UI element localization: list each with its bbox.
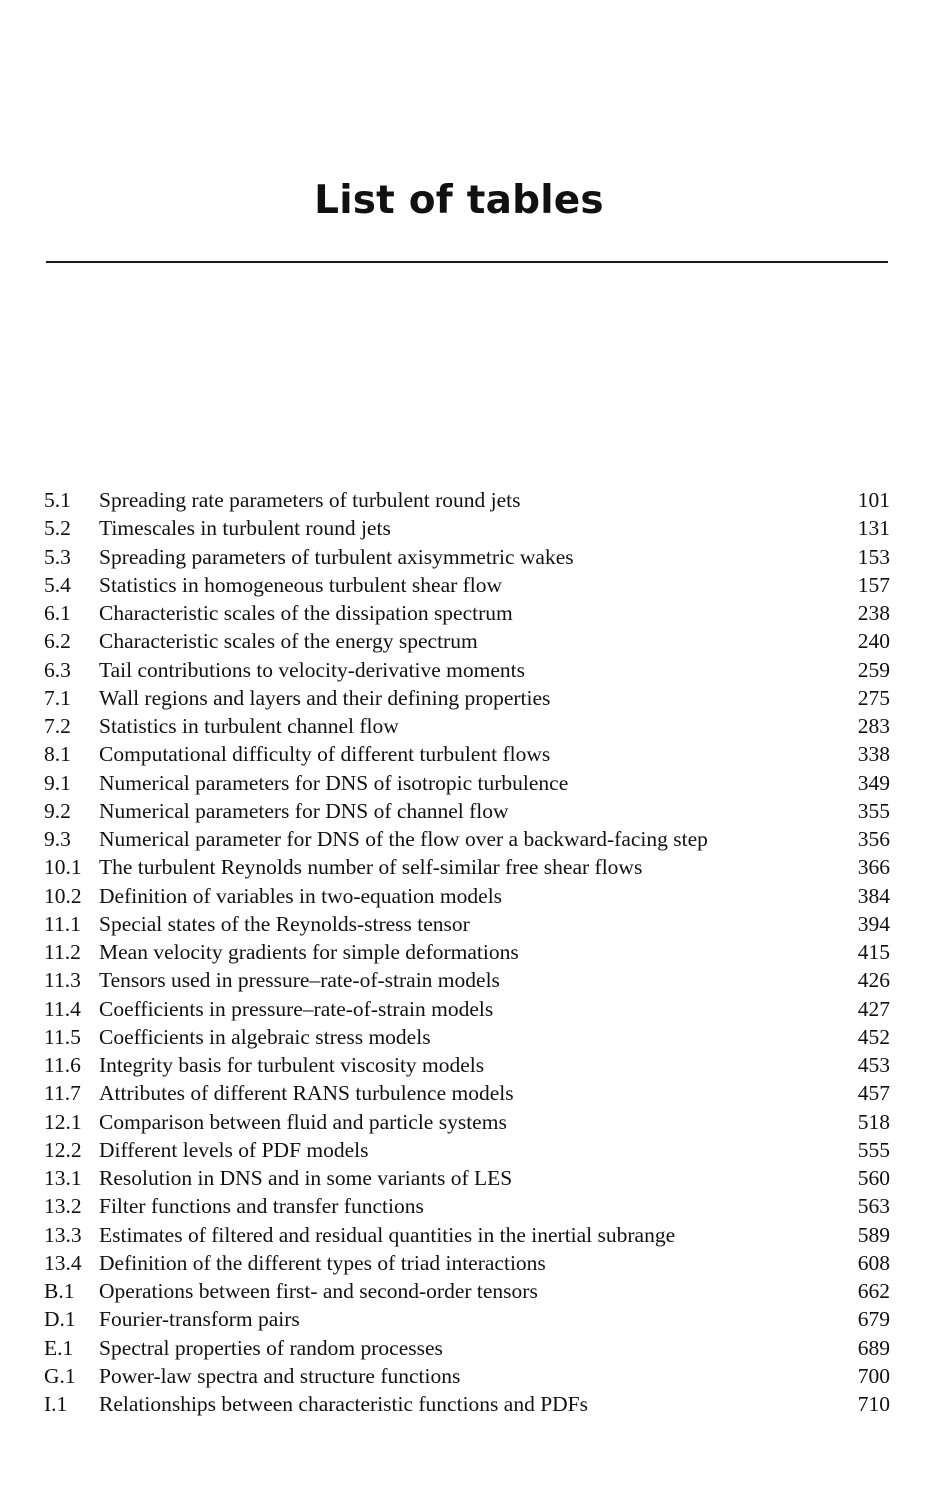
table-number: I.1 <box>44 1392 68 1416</box>
table-title: Different levels of PDF models <box>99 1137 369 1162</box>
table-number: 13.3 <box>44 1222 82 1247</box>
table-title: Definition of variables in two-equation models <box>99 883 503 908</box>
table-entry <box>44 882 890 910</box>
table-title: Relationships between characteristic functions and PDFs <box>99 1392 589 1416</box>
page-number: 689 <box>857 1335 890 1360</box>
page-number: 240 <box>857 629 890 654</box>
table-entry <box>44 1023 890 1051</box>
page-number: 356 <box>857 827 890 851</box>
table-number: E.1 <box>44 1335 74 1360</box>
table-title: Resolution in DNS and in some variants of LES <box>99 1166 513 1190</box>
page-number: 338 <box>857 742 890 767</box>
table-entry <box>44 995 890 1023</box>
page-number: 366 <box>857 855 890 880</box>
table-entry <box>44 1362 890 1390</box>
table-number: 5.2 <box>44 516 71 541</box>
table-entry <box>44 486 890 514</box>
table-entry <box>44 1136 890 1164</box>
table-title: The turbulent Reynolds number of self-similar free shear flows <box>99 855 643 880</box>
table-title: Definition of the different types of triad interactions <box>99 1250 546 1275</box>
table-number: 7.1 <box>44 685 71 710</box>
table-title: Filter functions and transfer functions <box>99 1194 424 1219</box>
table-entry <box>44 627 890 655</box>
table-entry <box>44 684 890 712</box>
table-number: 5.3 <box>44 544 71 569</box>
table-title: Estimates of filtered and residual quantities in the inertial subrange <box>99 1222 676 1247</box>
page-number: 426 <box>857 968 890 993</box>
table-entry <box>44 740 890 768</box>
table-entry <box>44 1334 890 1362</box>
table-entry <box>44 769 890 797</box>
page-number: 259 <box>857 657 890 682</box>
table-entry <box>44 543 890 571</box>
page-number: 563 <box>857 1194 890 1219</box>
table-entry <box>44 1390 890 1418</box>
table-number: 10.2 <box>44 883 82 908</box>
table-title: Numerical parameter for DNS of the flow over a backward-facing step <box>99 827 708 851</box>
table-title: Characteristic scales of the dissipation spectrum <box>99 601 513 625</box>
page-title: List of tables <box>314 178 604 223</box>
page-number: 518 <box>857 1109 890 1134</box>
page-number: 452 <box>857 1024 890 1049</box>
page-number: 283 <box>857 714 890 738</box>
table-number: 13.2 <box>44 1194 82 1219</box>
table-entry <box>44 1108 890 1136</box>
table-title: Power-law spectra and structure functions <box>99 1363 461 1388</box>
page-number: 560 <box>857 1166 890 1190</box>
page-number: 394 <box>857 911 890 936</box>
table-entry <box>44 797 890 825</box>
page-number: 427 <box>857 996 890 1021</box>
page-number: 415 <box>857 940 890 964</box>
table-title: Mean velocity gradients for simple deformations <box>99 940 519 964</box>
table-number: 13.4 <box>44 1250 82 1275</box>
table-title: Spreading parameters of turbulent axisymmetric wakes <box>99 544 574 569</box>
page-number: 555 <box>857 1137 890 1162</box>
table-entry <box>44 599 890 627</box>
table-title: Statistics in homogeneous turbulent shear flow <box>99 572 503 597</box>
page-number: 355 <box>857 798 890 823</box>
table-number: 9.3 <box>44 827 71 851</box>
page-number: 700 <box>857 1363 890 1388</box>
table-title: Operations between first- and second-order tensors <box>99 1279 538 1303</box>
table-title: Numerical parameters for DNS of isotropic turbulence <box>99 770 569 795</box>
table-entry <box>44 1305 890 1333</box>
table-number: 8.1 <box>44 742 71 767</box>
page-number: 131 <box>857 516 890 541</box>
table-number: 11.7 <box>44 1081 81 1106</box>
table-number: D.1 <box>44 1307 76 1332</box>
table-number: 5.1 <box>44 488 71 512</box>
table-number: 10.1 <box>44 855 82 880</box>
table-number: B.1 <box>44 1279 75 1303</box>
table-entry <box>44 1051 890 1079</box>
table-number: G.1 <box>44 1363 76 1388</box>
page-number: 157 <box>857 572 890 597</box>
table-number: 13.1 <box>44 1166 82 1190</box>
page-number: 662 <box>857 1279 890 1303</box>
table-title: Statistics in turbulent channel flow <box>99 714 399 738</box>
table-title: Spreading rate parameters of turbulent round jets <box>99 488 521 512</box>
table-title: Timescales in turbulent round jets <box>99 516 391 541</box>
table-title: Tensors used in pressure–rate-of-strain models <box>99 968 500 993</box>
table-number: 9.1 <box>44 770 71 795</box>
table-number: 11.6 <box>44 1053 81 1077</box>
page-number: 679 <box>857 1307 890 1332</box>
table-number: 11.2 <box>44 940 81 964</box>
table-title: Integrity basis for turbulent viscosity models <box>99 1053 485 1077</box>
table-title: Attributes of different RANS turbulence models <box>99 1081 514 1106</box>
title-divider <box>46 261 888 263</box>
table-entry <box>44 1192 890 1220</box>
table-number: 11.5 <box>44 1024 81 1049</box>
table-title: Characteristic scales of the energy spectrum <box>99 629 478 654</box>
table-number: 11.1 <box>44 911 81 936</box>
page-number: 349 <box>857 770 890 795</box>
table-entry <box>44 966 890 994</box>
page-number: 275 <box>857 685 890 710</box>
table-title: Numerical parameters for DNS of channel flow <box>99 798 509 823</box>
table-entry <box>44 1079 890 1107</box>
table-entry <box>44 938 890 966</box>
page-number: 453 <box>857 1053 890 1077</box>
table-number: 6.1 <box>44 601 71 625</box>
table-title: Coefficients in algebraic stress models <box>99 1024 431 1049</box>
table-entry <box>44 853 890 881</box>
table-number: 12.1 <box>44 1109 82 1134</box>
table-title: Coefficients in pressure–rate-of-strain models <box>99 996 494 1021</box>
table-entry <box>44 1249 890 1277</box>
table-number: 12.2 <box>44 1137 82 1162</box>
table-title: Tail contributions to velocity-derivative moments <box>99 657 526 682</box>
table-title: Spectral properties of random processes <box>99 1335 443 1360</box>
table-entry <box>44 1277 890 1305</box>
table-number: 11.4 <box>44 996 81 1021</box>
table-title: Wall regions and layers and their defining properties <box>99 685 551 710</box>
table-title: Computational difficulty of different turbulent flows <box>99 742 551 767</box>
table-number: 7.2 <box>44 714 71 738</box>
table-title: Fourier-transform pairs <box>99 1307 300 1332</box>
table-entry <box>44 1164 890 1192</box>
table-entry <box>44 825 890 853</box>
table-entry <box>44 571 890 599</box>
table-entry <box>44 656 890 684</box>
table-entry <box>44 1221 890 1249</box>
page-number: 153 <box>857 544 890 569</box>
table-entry <box>44 712 890 740</box>
table-number: 6.3 <box>44 657 71 682</box>
page-number: 457 <box>857 1081 890 1106</box>
table-entry <box>44 910 890 938</box>
page-number: 589 <box>857 1222 890 1247</box>
table-number: 6.2 <box>44 629 71 654</box>
table-number: 11.3 <box>44 968 81 993</box>
table-list <box>44 486 890 1418</box>
table-title: Comparison between fluid and particle systems <box>99 1109 507 1134</box>
page-number: 608 <box>857 1250 890 1275</box>
page-number: 101 <box>857 488 890 512</box>
table-title: Special states of the Reynolds-stress tensor <box>99 911 470 936</box>
table-entry <box>44 514 890 542</box>
table-number: 9.2 <box>44 798 71 823</box>
table-number: 5.4 <box>44 572 71 597</box>
page-number: 238 <box>857 601 890 625</box>
page-number: 384 <box>857 883 890 908</box>
page-number: 710 <box>857 1392 890 1416</box>
